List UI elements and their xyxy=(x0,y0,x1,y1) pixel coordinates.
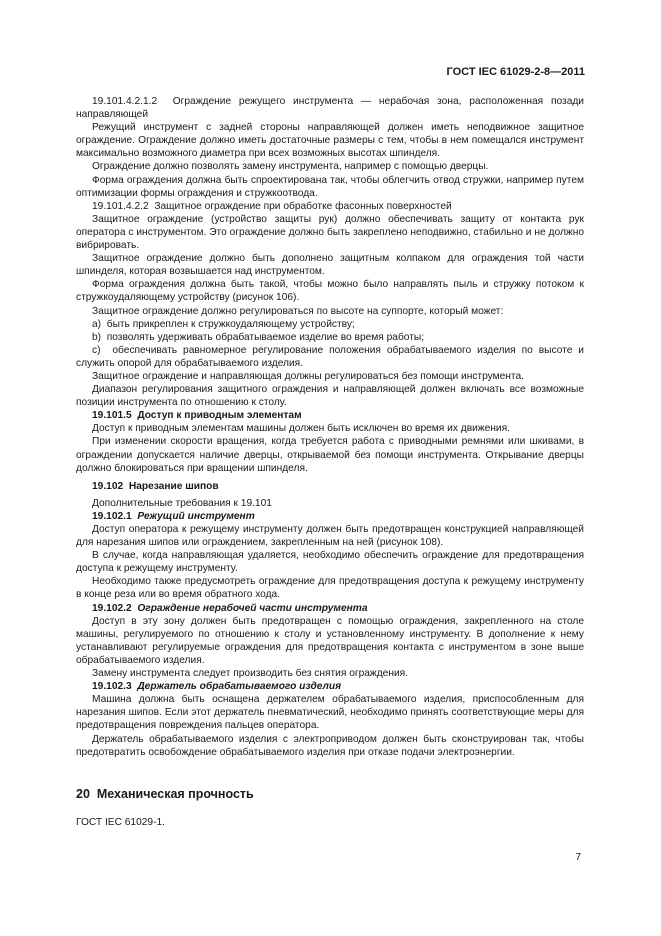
paragraph: Дополнительные требования к 19.101 xyxy=(92,497,272,509)
paragraph: Защитное ограждение и направляющая должны регулироваться без помощи инструмента. xyxy=(92,370,524,382)
paragraph: Форма ограждения должна быть такой, чтобы можно было направлять пыль и стружку потоком к стружкоудаляющему устройству (рисунок 106). xyxy=(76,279,584,304)
document-body xyxy=(76,95,584,759)
section-heading-19-102-2 xyxy=(76,602,584,615)
paragraph: Доступ к приводным элементам машины должен быть исключен во время их движения. xyxy=(92,423,510,435)
list-text: быть прикреплен к стружкоудаляющему устройству; xyxy=(106,318,355,330)
paragraph: Держатель обрабатываемого изделия с электроприводом должен быть сконструирован так, чтобы предотвратить освобождение обрабатываемого изделия при отказе подачи электроэнергии. xyxy=(76,733,584,758)
paragraph: Защитное ограждение должно быть дополнено защитным колпаком для ограждения той части шпинделя, которая возвышается над инструментом. xyxy=(76,253,584,278)
section-number: 19.102.3 xyxy=(92,681,132,693)
section-heading-19-102-1 xyxy=(76,510,584,523)
paragraph: Машина должна быть оснащена держателем обрабатываемого изделия, приспособленным для нарезания шипов. Если этот держатель пневматический, необходимо принять соответствующие меры для предотвращения повреждения пальцев оператора. xyxy=(76,694,584,732)
list-item xyxy=(76,318,584,331)
paragraph: Доступ в эту зону должен быть предотвращен с помощью ограждения, закрепленного на столе машины, регулируемого по отношению к столу и установленному инструменту. В дополнение к нему устанавливают регулируемые ограждения для предотвращения контакта с инструментом в зоне выше обрабатываемого изделия. xyxy=(76,615,584,666)
paragraph: Форма ограждения должна быть спроектирована так, чтобы облегчить отвод стружки, например путем оптимизации формы ограждения и стружкоотвода. xyxy=(76,174,584,199)
section-heading-20 xyxy=(76,788,254,801)
section-number: 19.102 xyxy=(92,480,124,492)
standard-header: ГОСТ IEC 61029-2-8—2011 xyxy=(446,66,585,78)
section-title: Держатель обрабатываемого изделия xyxy=(137,681,342,693)
section-heading-19-101-5 xyxy=(76,409,584,422)
paragraph: Диапазон регулирования защитного ограждения и направляющей должен включать все возможные позиции инструмента по отношению к столу. xyxy=(76,384,584,409)
paragraph: Ограждение должно позволять замену инструмента, например с помощью дверцы. xyxy=(92,161,489,173)
list-text: обеспечивать равномерное регулирование положения обрабатываемого изделия по высоте и служить опорой для обрабатываемого изделия. xyxy=(76,344,584,369)
list-marker: b) xyxy=(92,331,102,343)
clause-19-101-4-2-2 xyxy=(76,200,584,213)
section-number: 19.101.5 xyxy=(92,410,132,422)
clause-number: 19.101.4.2.1.2 xyxy=(92,96,158,107)
paragraph: Защитное ограждение должно регулироваться по высоте на суппорте, который может: xyxy=(92,305,504,317)
clause-title: Ограждение режущего инструмента — нерабочая зона, расположенная позади направляющей xyxy=(76,96,584,121)
section-title: Доступ к приводным элементам xyxy=(137,410,302,422)
section-title: Ограждение нерабочей части инструмента xyxy=(137,602,368,614)
list-item xyxy=(76,344,584,370)
paragraph: Режущий инструмент с задней стороны направляющей должен иметь неподвижное защитное ограждение. Ограждение должно иметь достаточные размеры с тем, чтобы в нем помещался инструмент максимально возможного диаметра при всех возможных высотах шпинделя. xyxy=(76,122,584,160)
clause-title: Защитное ограждение при обработке фасонных поверхностей xyxy=(154,200,452,212)
list-marker: c) xyxy=(92,344,101,356)
section-number: 19.102.2 xyxy=(92,602,132,614)
paragraph: Необходимо также предусмотреть ограждение для предотвращения доступа к режущему инструменту в конце реза или во время обратного хода. xyxy=(76,576,584,601)
section-title: Режущий инструмент xyxy=(137,510,255,522)
list-marker: a) xyxy=(92,318,102,330)
reference-paragraph: ГОСТ IEC 61029-1. xyxy=(76,817,165,828)
paragraph: Доступ оператора к режущему инструменту должен быть предотвращен конструкцией направляющей для нарезания шипов или ограждением, закрепленным на ней (рисунок 108). xyxy=(76,524,584,549)
paragraph: В случае, когда направляющая удаляется, необходимо обеспечить ограждение для предотвращения доступа к режущему инструменту. xyxy=(76,550,584,575)
clause-number: 19.101.4.2.2 xyxy=(92,200,149,212)
paragraph: При изменении скорости вращения, когда требуется работа с приводными ремнями или шкивами, в ограждении допускается наличие дверцы, открываемой без помощи инструмента. Открывание дверцы должно блокироваться при вращении шпинделя. xyxy=(76,436,584,474)
section-number: 19.102.1 xyxy=(92,510,132,522)
section-title: Механическая прочность xyxy=(96,787,254,801)
section-title: Нарезание шипов xyxy=(128,480,219,492)
list-item xyxy=(76,331,584,344)
paragraph: Защитное ограждение (устройство защиты рук) должно обеспечивать защиту от контакта рук оператора с инструментом. Это ограждение должно быть закреплено неподвижно, стабильно и не должно вибрировать. xyxy=(76,213,584,252)
section-heading-19-102 xyxy=(76,480,584,493)
paragraph: Замену инструмента следует производить без снятия ограждения. xyxy=(92,668,409,680)
list-text: позволять удерживать обрабатываемое изделие во время работы; xyxy=(106,331,425,343)
section-heading-19-102-3 xyxy=(76,680,584,693)
section-number: 20 xyxy=(76,787,90,801)
page-number: 7 xyxy=(575,852,581,863)
clause-19-101-4-2-1-2 xyxy=(76,95,584,121)
